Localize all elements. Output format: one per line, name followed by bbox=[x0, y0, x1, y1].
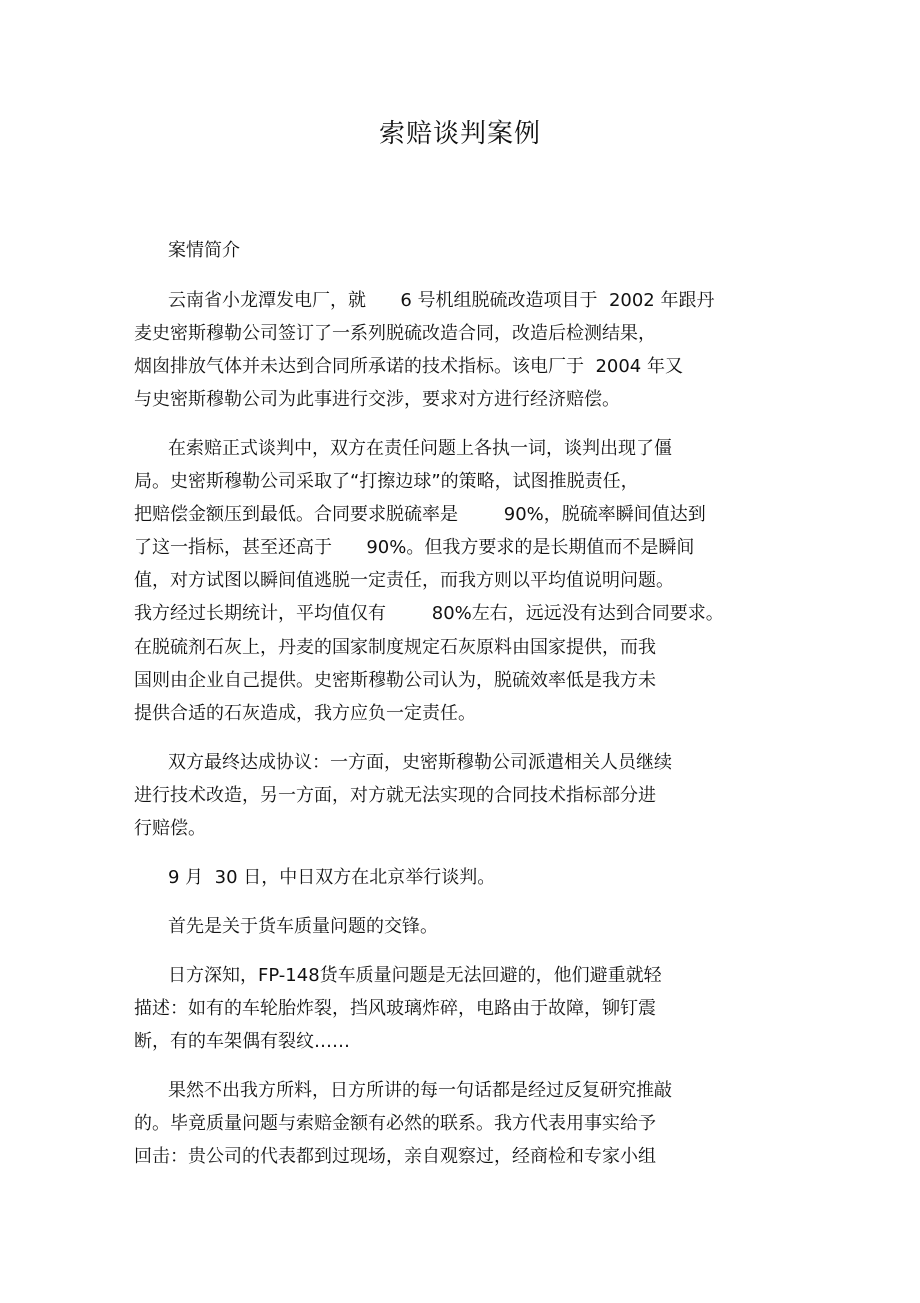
paragraph-line: 与史密斯穆勒公司为此事进行交涉，要求对方进行经济赔偿。 bbox=[134, 389, 620, 410]
paragraph-line: 断，有的车架偶有裂纹…… bbox=[134, 1031, 350, 1052]
paragraph-line: 行赔偿。 bbox=[134, 818, 206, 839]
paragraph-line: 麦史密斯穆勒公司签订了一系列脱硫改造合同，改造后检测结果， bbox=[134, 323, 656, 344]
paragraph-line: 进行技术改造，另一方面，对方就无法实现的合同技术指标部分进 bbox=[134, 785, 656, 806]
paragraph-line: 云南省小龙潭发电厂，就 6 号机组脱硫改造项目于 2002 年跟丹 bbox=[168, 290, 715, 311]
paragraph-line: 提供合适的石灰造成，我方应负一定责任。 bbox=[134, 703, 476, 724]
paragraph-line: 在脱硫剂石灰上，丹麦的国家制度规定石灰原料由国家提供，而我 bbox=[134, 637, 656, 658]
paragraph-line: 的。毕竟质量问题与索赔金额有必然的联系。我方代表用事实给予 bbox=[134, 1113, 656, 1134]
paragraph-line: 首先是关于货车质量问题的交锋。 bbox=[168, 916, 438, 937]
paragraph-line: 描述：如有的车轮胎炸裂，挡风玻璃炸碎，电路由于故障，铆钉震 bbox=[134, 998, 656, 1019]
section-heading: 案情简介 bbox=[168, 240, 240, 261]
paragraph-line: 日方深知，FP-148货车质量问题是无法回避的，他们避重就轻 bbox=[168, 965, 662, 986]
paragraph-line: 我方经过长期统计，平均值仅有 80%左右，远远没有达到合同要求。 bbox=[134, 603, 724, 624]
paragraph-line: 了这一指标，甚至还高于 90%。但我方要求的是长期值而不是瞬间 bbox=[134, 537, 695, 558]
paragraph-line: 双方最终达成协议：一方面，史密斯穆勒公司派遣相关人员继续 bbox=[168, 752, 672, 773]
paragraph-line: 值，对方试图以瞬间值逃脱一定责任，而我方则以平均值说明问题。 bbox=[134, 570, 674, 591]
paragraph-line: 9 月 30 日，中日双方在北京举行谈判。 bbox=[168, 867, 496, 888]
document-title: 索赔谈判案例 bbox=[378, 119, 541, 149]
paragraph-line: 果然不出我方所料，日方所讲的每一句话都是经过反复研究推敲 bbox=[168, 1080, 672, 1101]
paragraph-line: 把赔偿金额压到最低。合同要求脱硫率是 90%，脱硫率瞬间值达到 bbox=[134, 504, 706, 525]
paragraph-line: 国则由企业自己提供。史密斯穆勒公司认为，脱硫效率低是我方未 bbox=[134, 670, 656, 691]
paragraph-line: 烟囱排放气体并未达到合同所承诺的技术指标。该电厂于 2004 年又 bbox=[134, 356, 683, 377]
paragraph-line: 回击：贵公司的代表都到过现场，亲自观察过，经商检和专家小组 bbox=[134, 1146, 656, 1167]
paragraph-line: 局。史密斯穆勒公司采取了“打擦边球”的策略，试图推脱责任， bbox=[134, 471, 639, 492]
paragraph-line: 在索赔正式谈判中，双方在责任问题上各执一词，谈判出现了僵 bbox=[168, 438, 672, 459]
